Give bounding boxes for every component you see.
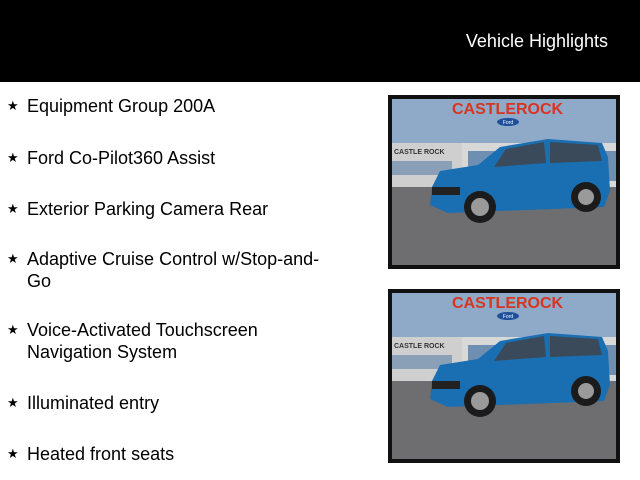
vehicle-photo[interactable] — [388, 289, 620, 463]
star-icon: ★ — [7, 322, 19, 337]
ford-badge-text: Ford — [502, 120, 514, 126]
list-item — [7, 147, 347, 169]
building-sign-text: CASTLE ROCK — [394, 343, 445, 350]
star-icon: ★ — [7, 446, 19, 461]
star-icon: ★ — [7, 395, 19, 410]
star-icon: ★ — [7, 98, 19, 113]
list-item — [7, 198, 347, 220]
star-icon: ★ — [7, 201, 19, 216]
list-item — [7, 95, 347, 117]
list-item — [7, 392, 347, 414]
header-bar — [0, 0, 640, 82]
feature-label: Illuminated entry — [27, 393, 160, 413]
vehicle-photo[interactable] — [388, 95, 620, 269]
list-item — [7, 319, 347, 363]
dealer-sign-text: CASTLEROCK — [452, 295, 564, 312]
building-sign-text: CASTLE ROCK — [394, 149, 445, 156]
feature-label: Equipment Group 200A — [27, 96, 216, 116]
feature-label: Exterior Parking Camera Rear — [27, 199, 269, 219]
ford-badge-text: Ford — [502, 314, 514, 320]
feature-label: Ford Co-Pilot360 Assist — [27, 148, 216, 168]
feature-label: Heated front seats — [27, 444, 175, 464]
star-icon: ★ — [7, 150, 19, 165]
feature-label: Adaptive Cruise Control w/Stop-and-Go — [27, 249, 320, 291]
feature-label: Voice-Activated Touchscreen Navigation System — [27, 320, 258, 362]
list-item — [7, 248, 347, 292]
star-icon: ★ — [7, 251, 19, 266]
page-title: Vehicle Highlights — [465, 31, 608, 51]
list-item — [7, 443, 347, 465]
dealer-sign-text: CASTLEROCK — [452, 101, 564, 118]
